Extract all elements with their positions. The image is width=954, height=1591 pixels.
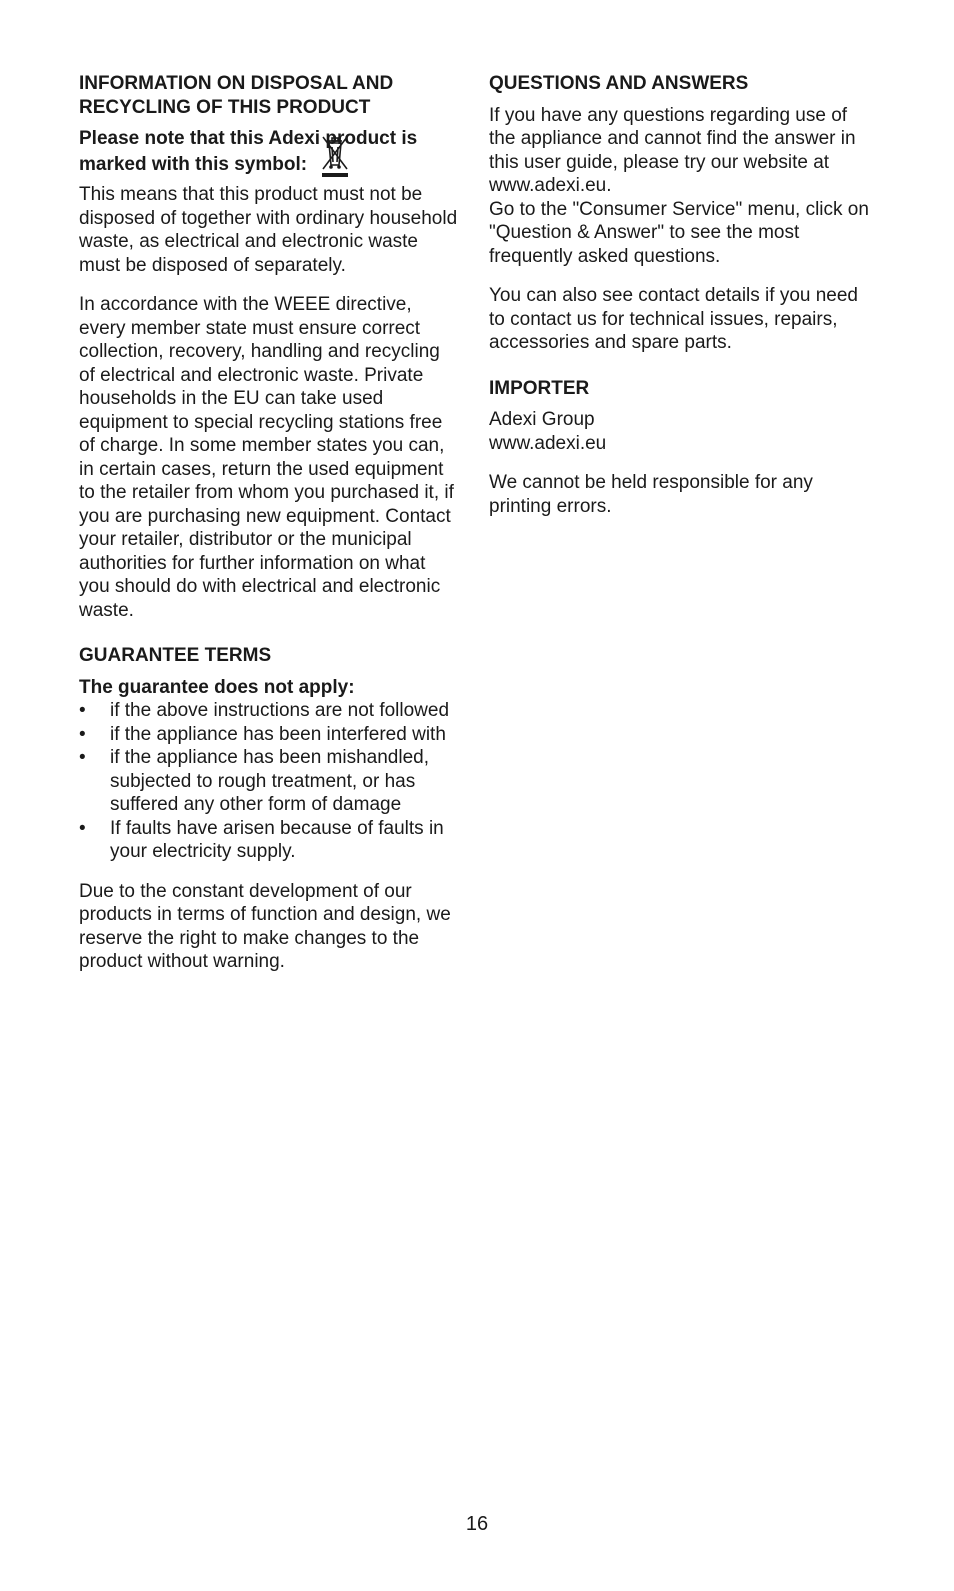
list-item: • If faults have arisen because of faults in your electricity supply.	[79, 817, 444, 862]
list-item: • if the appliance has been mishandled, subjected to rough treatment, or has suffered any other form of damage	[79, 747, 430, 815]
disposal-paragraph-2: In accordance with the WEEE directive, every member state must ensure correct collection, recovery, handling and recycling of electrical and electronic waste. Private households in the EU can take used equipment to special recycling stations free of charge. In some member states you can, in certain cases, return the used equipment to the retailer from whom you purchased it, if you are purchasing new equipment. Contact your retailer, distributor or the municipal authorities for further information on what you should do with electrical and electronic waste.	[79, 294, 454, 621]
list-item: • if the appliance has been interfered with	[79, 723, 446, 745]
crossed-out-wheelie-bin-icon	[319, 135, 351, 179]
importer-heading: IMPORTER	[489, 377, 590, 399]
page-number: 16	[465, 1513, 489, 1535]
importer-name: Adexi Group	[489, 409, 595, 430]
right-column	[489, 72, 869, 518]
guarantee-list	[79, 699, 459, 864]
list-item: • if the above instructions are not followed	[79, 700, 450, 721]
disclaimer: We cannot be held responsible for any printing errors.	[489, 472, 813, 517]
symbol-note	[79, 127, 459, 175]
symbol-note-line1: Please note that this Adexi product is	[79, 128, 418, 149]
guarantee-subheading: The guarantee does not apply:	[79, 676, 355, 698]
qa-paragraph-2: Go to the "Consumer Service" menu, click on "Question & Answer" to see the most frequently asked questions.	[489, 198, 869, 267]
closing-paragraph: Due to the constant development of our products in terms of function and design, we reserve the right to make changes to the product without warning.	[79, 880, 451, 972]
qa-paragraph-3: You can also see contact details if you need to contact us for technical issues, repairs, accessories and spare parts.	[489, 285, 858, 353]
qa-heading: QUESTIONS AND ANSWERS	[489, 73, 749, 94]
qa-paragraph-1: If you have any questions regarding use of the appliance and cannot find the answer in this user guide, please try our website at www.adexi.eu.	[489, 104, 856, 196]
guarantee-heading: GUARANTEE TERMS	[79, 645, 272, 666]
left-column	[79, 72, 459, 974]
importer-website: www.adexi.eu	[489, 432, 607, 454]
disposal-paragraph-1: This means that this product must not be disposed of together with ordinary household waste, as electrical and electronic waste must be disposed of separately.	[79, 184, 458, 276]
disposal-heading: INFORMATION ON DISPOSAL AND RECYCLING OF THIS PRODUCT	[79, 73, 394, 118]
symbol-note-line2: marked with this symbol:	[79, 154, 308, 175]
